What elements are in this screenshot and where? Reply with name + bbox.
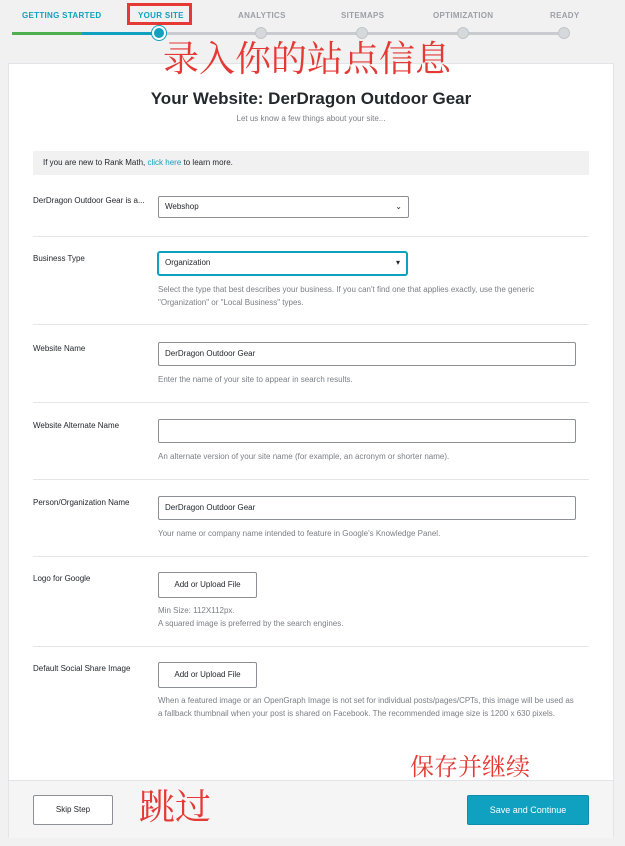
- row-website-name: [33, 324, 589, 403]
- skip-step-button[interactable]: Skip Step: [33, 795, 113, 825]
- row-alternate-name: [33, 402, 589, 480]
- row-logo: [33, 556, 589, 647]
- step-your-site[interactable]: YOUR SITE: [138, 11, 184, 20]
- annotation-highlight-box: [127, 3, 192, 25]
- row-person-org-name: [33, 479, 589, 557]
- step-sitemaps[interactable]: SITEMAPS: [341, 11, 385, 20]
- site-type-label: DerDragon Outdoor Gear is a...: [33, 196, 145, 205]
- social-image-help: When a featured image or an OpenGraph Image is not set for individual posts/pages/CPTs, this image will be used as a fallback thumbnail when your post is shared on Facebook. The recommended image size is 1200 x 630 pixels.: [158, 696, 574, 718]
- row-social-image: [33, 646, 589, 746]
- social-image-label: Default Social Share Image: [33, 664, 131, 673]
- annotation-skip: 跳过: [139, 787, 212, 828]
- step-ready[interactable]: READY: [550, 11, 580, 20]
- site-type-select[interactable]: [158, 196, 409, 218]
- step-dot-optimization: [457, 27, 469, 39]
- progress-track-current: [82, 32, 158, 35]
- website-name-input[interactable]: DerDragon Outdoor Gear: [158, 342, 576, 366]
- page-subtitle: Let us know a few things about your site...: [236, 114, 386, 123]
- social-image-upload-button[interactable]: Add or Upload File: [158, 662, 257, 688]
- row-site-type: [33, 176, 589, 237]
- chevron-down-icon: ⌄: [395, 202, 402, 211]
- alternate-name-label: Website Alternate Name: [33, 421, 120, 430]
- site-type-value: Webshop: [165, 202, 199, 211]
- card-footer: [9, 780, 613, 838]
- step-analytics[interactable]: ANALYTICS: [238, 11, 286, 20]
- annotation-save-continue: 保存并继续: [410, 753, 530, 781]
- person-org-name-input[interactable]: DerDragon Outdoor Gear: [158, 496, 576, 520]
- save-and-continue-button[interactable]: Save and Continue: [467, 795, 589, 825]
- alternate-name-input[interactable]: [158, 419, 576, 443]
- website-name-label: Website Name: [33, 344, 86, 353]
- info-prefix: If you are new to Rank Math,: [43, 158, 148, 167]
- step-getting-started[interactable]: GETTING STARTED: [22, 11, 102, 20]
- logo-label: Logo for Google: [33, 574, 91, 583]
- business-type-select[interactable]: [158, 252, 407, 275]
- row-business-type: [33, 236, 589, 325]
- logo-help-shape: A squared image is preferred by the search engines.: [158, 619, 344, 628]
- alternate-name-help: An alternate version of your site name (for example, an acronym or shorter name).: [158, 452, 450, 461]
- website-name-help: Enter the name of your site to appear in search results.: [158, 375, 353, 384]
- progress-track-done: [12, 32, 82, 35]
- page-title: Your Website: DerDragon Outdoor Gear: [150, 89, 472, 108]
- logo-help-size: Min Size: 112X112px.: [158, 606, 235, 615]
- person-org-name-help: Your name or company name intended to feature in Google's Knowledge Panel.: [158, 529, 441, 538]
- person-org-name-label: Person/Organization Name: [33, 498, 130, 507]
- logo-upload-button[interactable]: Add or Upload File: [158, 572, 257, 598]
- info-notice: [33, 151, 589, 175]
- business-type-label: Business Type: [33, 254, 85, 263]
- info-suffix: to learn more.: [181, 158, 233, 167]
- caret-down-icon: ▾: [395, 258, 400, 267]
- step-dot-ready: [558, 27, 570, 39]
- step-optimization[interactable]: OPTIMIZATION: [433, 11, 494, 20]
- business-type-value: Organization: [165, 258, 211, 267]
- info-link[interactable]: click here: [147, 158, 182, 167]
- annotation-enter-site-info: 录入你的站点信息: [163, 39, 452, 80]
- business-type-help: Select the type that best describes your business. If you can't find one that applies exactly, use the generic "Organization" or "Local Business" types.: [158, 285, 535, 307]
- setup-card: [8, 63, 614, 837]
